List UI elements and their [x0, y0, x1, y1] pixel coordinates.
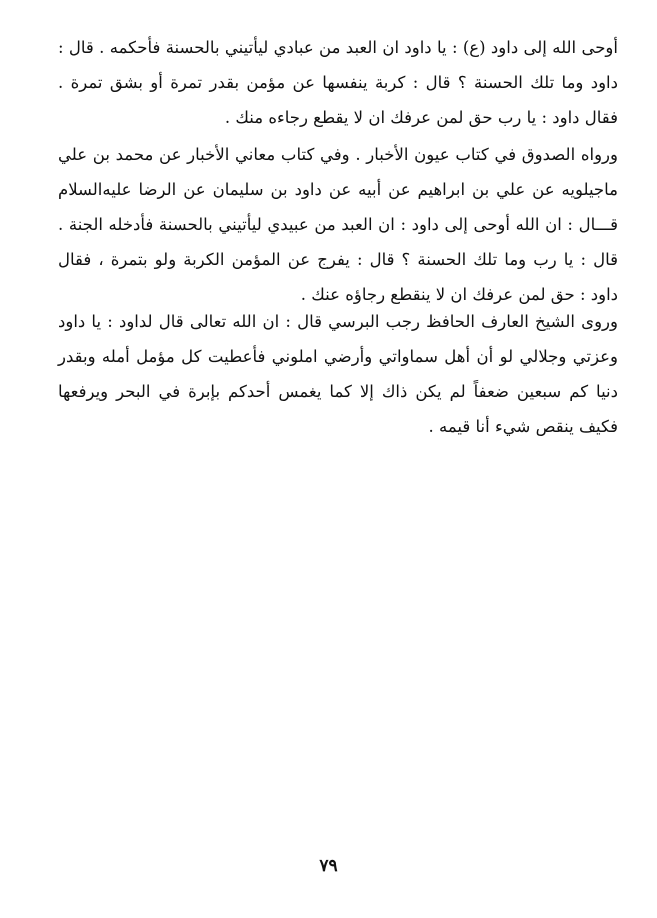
- paragraph-text: وروى الشيخ العارف الحافظ رجب البرسي قال : ان الله تعالى قال لداود : يا داود وعزتي وجلالي لو أن أهل سماواتي وأرضي املوني فأعطيت كل مؤمل أمله وبقدر دنيا كم سبعين ضعفاً لم يكن ذاك إلا كما يغمس أحدكم بإبرة في البحر ويرفعها فكيف ينقص شيء أنا قيمه .: [58, 312, 618, 436]
- paragraph-2: [58, 137, 618, 312]
- paragraph-text: أوحى الله إلى داود (ع) : يا داود ان العبد من عبادي ليأتيني بالحسنة فأحكمه . قال : داود وما تلك الحسنة ؟ قال : كربة ينفسها عن مؤمن بقدر تمرة أو بشق تمرة . فقال داود : يا رب حق لمن عرفك ان لا يقطع رجاءه منك .: [58, 38, 618, 127]
- paragraph-1: [58, 30, 618, 135]
- paragraph-text: ورواه الصدوق في كتاب عيون الأخبار . وفي كتاب معاني الأخبار عن محمد بن علي ماجيلويه عن علي بن ابراهيم عن أبيه عن داود بن سليمان عن الرضا عليه‌السلام قـــال : ان الله أوحى إلى داود : ان العبد من عبيدي ليأتيني بالحسنة فأدخله الجنة . قال : يا رب وما تلك الحسنة ؟ قال : يفرج عن المؤمن الكربة ولو بتمرة ، فقال داود : حق لمن عرفك ان لا ينقطع رجاؤه عنك .: [58, 145, 618, 304]
- page-number: ٧٩: [319, 856, 338, 876]
- paragraph-3: [58, 304, 618, 444]
